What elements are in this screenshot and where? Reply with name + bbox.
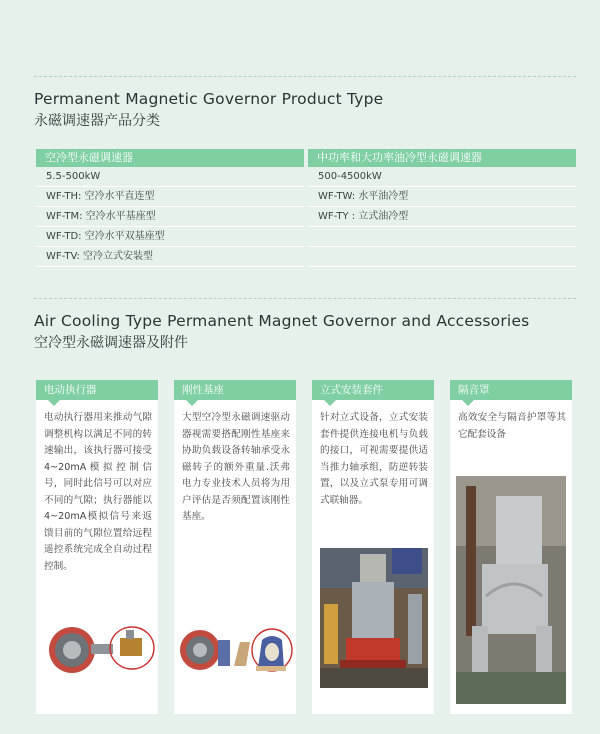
section2-title-zh: 空冷型永磁调速器及附件	[34, 335, 188, 351]
table-row: WF-TW: 水平油冷型	[308, 187, 576, 207]
table-header-oil-cooled: 中功率和大功率油冷型永磁调速器	[308, 149, 576, 167]
table-row	[308, 247, 576, 267]
card-header	[312, 380, 434, 400]
table-column-air-cooled	[36, 149, 304, 267]
table-row: WF-TY : 立式油冷型	[308, 207, 576, 227]
card-vertical-mounting-kit	[312, 380, 434, 714]
card-title: 电动执行器	[44, 384, 97, 396]
table-row: 5.5-500kW	[36, 167, 304, 187]
table-row: WF-TD: 空冷水平双基座型	[36, 227, 304, 247]
card-title: 刚性基座	[182, 384, 224, 396]
rigid-base-illustration	[176, 612, 294, 682]
card-text: 电动执行器用来推动气隙调整机构以满足不同的转速输出，该执行器可接受4~20mA模拟控制信号，同时此信号可以对应不同的气隙；执行器能以4~20mA模拟信号来返馈目前的气隙位置给远程遥控系统完成全自动过程控制。	[44, 412, 152, 572]
section2-title-en: Air Cooling Type Permanent Magnet Governor and Accessories	[34, 312, 530, 330]
vertical-kit-photo	[320, 548, 428, 688]
actuator-illustration	[40, 612, 156, 682]
table-row: WF-TV: 空冷立式安装型	[36, 247, 304, 267]
section1-title-en: Permanent Magnetic Governor Product Type	[34, 90, 384, 108]
card-title: 立式安装套件	[320, 384, 383, 396]
table-row: WF-TH: 空冷水平直连型	[36, 187, 304, 207]
card-text: 大型空冷型永磁调速驱动器视需要搭配刚性基座来协助负载设备转轴承受永磁转子的额外重量.沃弗电力专业技术人员将为用户评估是否须配置该刚性基座。	[182, 412, 290, 522]
top-divider	[34, 76, 576, 77]
soundproof-cover-photo	[456, 476, 566, 704]
table-header-air-cooled: 空冷型永磁调速器	[36, 149, 304, 167]
card-text: 针对立式设备，立式安装套件提供连接电机与负载的接口，可视需要提供适当推力轴承组，防逆转装置，以及立式泵专用可调式联轴器。	[320, 412, 428, 506]
card-header	[450, 380, 572, 400]
section1-title-zh: 永磁调速器产品分类	[34, 113, 160, 129]
card-electric-actuator	[36, 380, 158, 714]
card-text: 高效安全与隔音护罩等其它配套设备	[458, 412, 566, 440]
card-rigid-base	[174, 380, 296, 714]
table-row: 500-4500kW	[308, 167, 576, 187]
table-row	[308, 227, 576, 247]
card-soundproof-cover	[450, 380, 572, 714]
card-header	[174, 380, 296, 400]
card-header	[36, 380, 158, 400]
table-column-oil-cooled	[308, 149, 576, 267]
middle-divider	[34, 298, 576, 299]
table-row: WF-TM: 空冷水平基座型	[36, 207, 304, 227]
card-title: 隔音罩	[458, 384, 490, 396]
